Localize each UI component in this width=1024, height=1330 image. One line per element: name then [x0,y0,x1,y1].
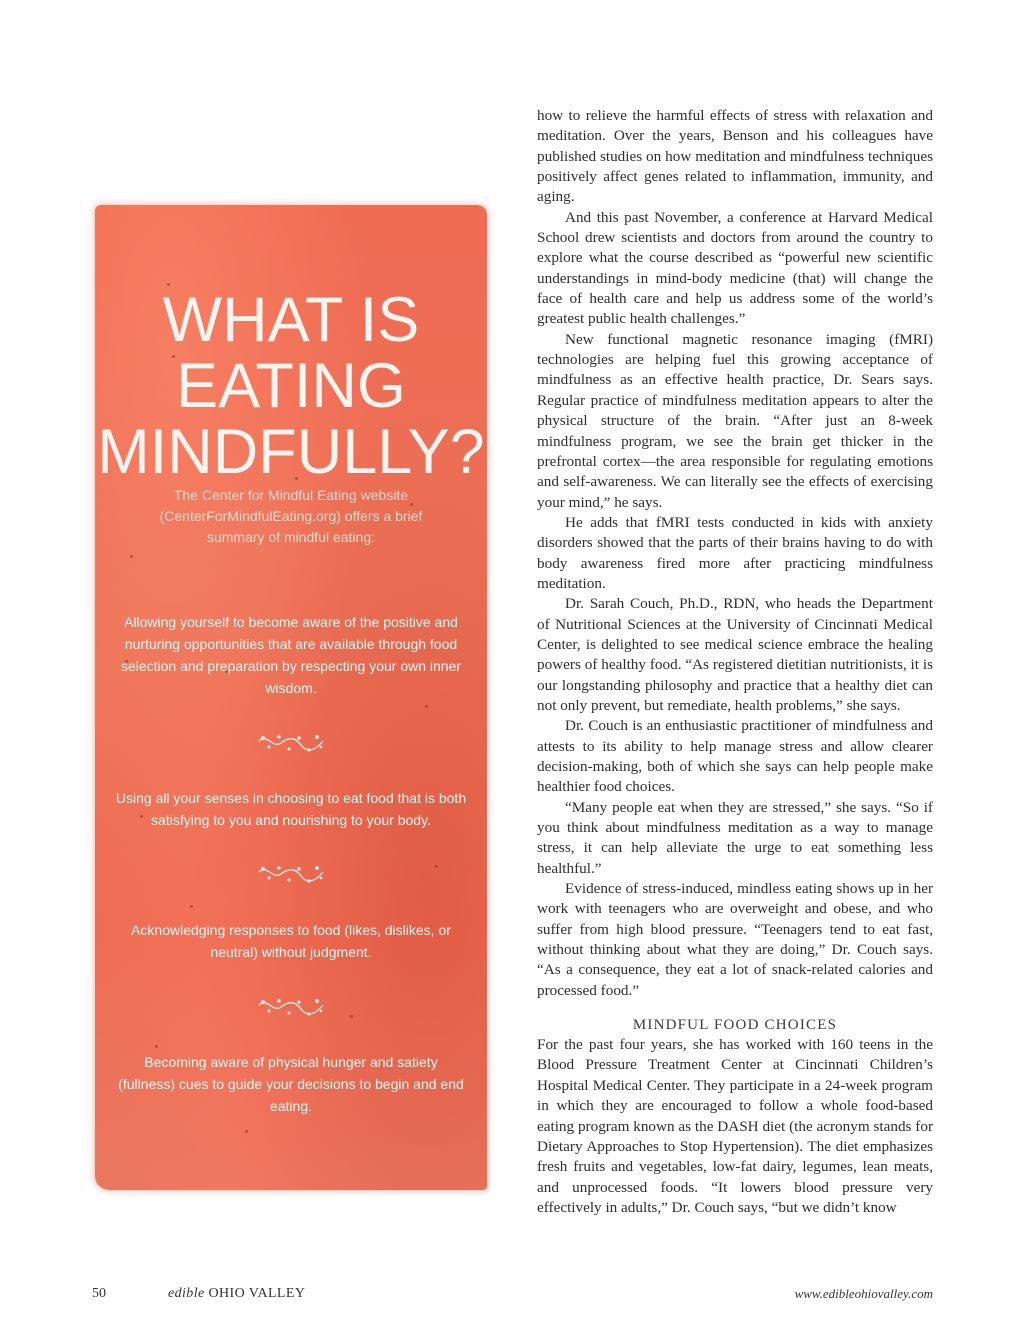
article-paragraph: And this past November, a conference at Harvard Medical School drew scientists and doctors from around the country to explore what the course described as “powerful new scientific understandings in mind-body medicine (that) will change the face of health care and help us address some of the world’s greatest public health challenges.” [537,208,933,328]
page-footer [0,1286,1024,1306]
sidebar-panel [95,205,487,1190]
sidebar-intro: The Center for Mindful Eating website (CenterForMindfulEating.org) offers a brief summary of mindful eating: [159,487,423,545]
sidebar-item: Allowing yourself to become aware of the positive and nurturing opportunities that are available through food selection and preparation by respecting your own inner wisdom. [120,614,462,696]
magazine-name [168,1286,305,1302]
floral-divider-icon [255,729,327,759]
article-paragraph: New functional magnetic resonance imaging (fMRI) technologies are helping fuel this growing acceptance of mindfulness as an effective health practice, Dr. Sears says. Regular practice of mindfulness meditation appears to alter the physical structure of the brain. “After just an 8-week mindfulness program, we see the brain get thicker in the prefrontal cortex—the area responsible for regulating emotions and self-awareness. We can literally see the effects of exercising your mind,” he says. [537,330,933,511]
sidebar-title-line: MINDFULLY? [97,417,485,487]
article-paragraph: “Many people eat when they are stressed,” she says. “So if you think about mindfulness meditation as a way to manage stress, it can help alleviate the urge to eat something less healthful.” [537,798,933,877]
sidebar-title-line: WHAT IS [162,285,420,355]
sidebar-item: Becoming aware of physical hunger and satiety (fullness) cues to guide your decisions to begin and end eating. [118,1054,464,1114]
magazine-name-italic: edible [168,1286,205,1301]
sidebar-item: Using all your senses in choosing to eat food that is both satisfying to you and nourishing to your body. [115,790,467,828]
article-paragraph: For the past four years, she has worked with 160 teens in the Blood Pressure Treatment Center at Cincinnati Children’s Hospital Medical Center. They participate in a 24-week program in which they are encouraged to follow a whole food-based eating program known as the DASH diet (the acronym stands for Dietary Approaches to Stop Hypertension). The diet emphasizes fresh fruits and vegetables, low-fat dairy, legumes, lean meats, and unprocessed foods. “It lowers blood pressure very effectively in adults,” Dr. Couch says, “but we didn’t know [537,1036,933,1216]
floral-divider-icon [255,993,327,1023]
website-url: www.edibleohiovalley.com [794,1286,933,1301]
sidebar-title [95,287,487,485]
article-paragraph: Evidence of stress-induced, mindless eating shows up in her work with teenagers who are overweight and obese, and who suffer from high blood pressure. “Teenagers tend to eat fast, without thinking about what they are doing,” Dr. Couch says. “As a consequence, they eat a lot of snack-related calories and processed food.” [537,880,933,999]
article-paragraph: He adds that fMRI tests conducted in kids with anxiety disorders showed that the parts of their brains having to do with body awareness fired more after practicing mindfulness meditation. [537,513,933,592]
page-number: 50 [92,1286,106,1301]
article-paragraph: Dr. Sarah Couch, Ph.D., RDN, who heads the Department of Nutritional Sciences at the University of Cincinnati Medical Center, is delighted to see medical science embrace the healing powers of healthy food. “As registered dietitian nutritionists, it is our longstanding philosophy and practice that a healthy diet can not only prevent, but remediate, health problems,” she says. [537,595,933,714]
article-body [537,106,933,1218]
article-subhead: MINDFUL FOOD CHOICES [632,1017,838,1034]
sidebar-item: Acknowledging responses to food (likes, dislikes, or neutral) without judgment. [131,922,451,960]
magazine-name-rest: OHIO VALLEY [208,1286,306,1301]
article-paragraph: Dr. Couch is an enthusiastic practitioner of mindfulness and attests to its ability to help manage stress and allow clearer decision-making, both of which she says can help people make healthier food choices. [537,717,933,796]
sidebar-title-line: EATING [176,351,406,421]
floral-divider-icon [255,860,327,890]
article-paragraph: how to relieve the harmful effects of stress with relaxation and meditation. Over the years, Benson and his colleagues have published studies on how meditation and mindfulness techniques positively affect genes related to inflammation, immunity, and aging. [537,107,933,206]
